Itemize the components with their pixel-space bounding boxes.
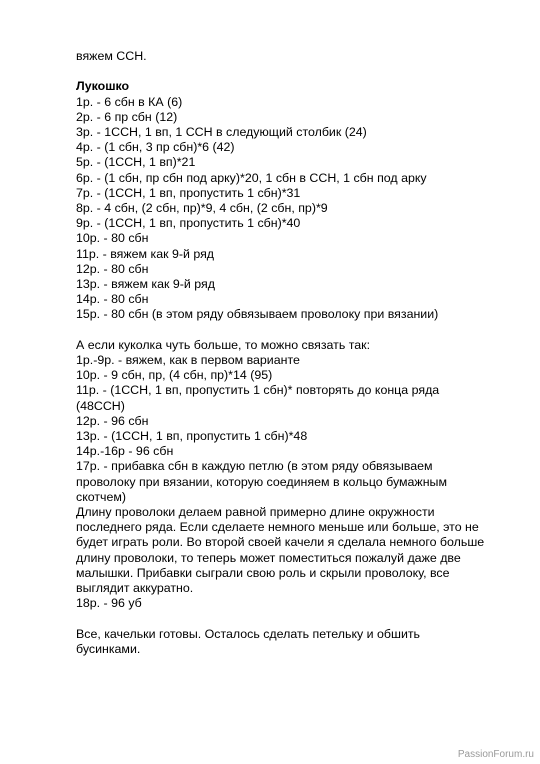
pattern-row: 14р.-16р - 96 сбн bbox=[76, 444, 174, 459]
intro-text: вяжем ССН. bbox=[76, 49, 147, 63]
pattern-row: 18р. - 96 уб bbox=[76, 596, 142, 611]
paragraph-line: малышки. Прибавки сыграли свою роль и скрыли проволоку, все bbox=[76, 565, 450, 580]
pattern-row: 10р. - 9 сбн, пр, (4 сбн, пр)*14 (95) bbox=[76, 368, 273, 383]
pattern-row: 7р. - (1ССН, 1 вп, пропустить 1 сбн)*31 bbox=[76, 185, 301, 200]
spacer bbox=[76, 64, 516, 79]
pattern-row: 1р. - 6 сбн в КА (6) bbox=[76, 94, 183, 109]
variant-intro: А если куколка чуть больше, то можно связать так: bbox=[76, 337, 371, 352]
paragraph-line: Длину проволоки делаем равной примерно длине окружности bbox=[76, 505, 435, 520]
outro-line: Все, качельки готовы. Осталось сделать петельку и обшить bbox=[76, 626, 420, 641]
pattern-row: 6р. - (1 сбн, пр сбн под арку)*20, 1 сбн в ССН, 1 сбн под арку bbox=[76, 170, 427, 185]
paragraph-line: последнего ряда. Если сделаете немного меньше или больше, это не bbox=[76, 520, 479, 535]
pattern-row: 12р. - 80 сбн bbox=[76, 261, 149, 276]
watermark: PassionForum.ru bbox=[457, 749, 534, 760]
pattern-row: 8р. - 4 сбн, (2 сбн, пр)*9, 4 сбн, (2 сбн, пр)*9 bbox=[76, 201, 328, 216]
pattern-row: 17р. - прибавка сбн в каждую петлю (в этом ряду обвязываем bbox=[76, 459, 433, 474]
pattern-row: 5р. - (1ССН, 1 вп)*21 bbox=[76, 155, 196, 170]
pattern-row: скотчем) bbox=[76, 489, 127, 504]
pattern-row: 13р. - вяжем как 9-й ряд bbox=[76, 277, 215, 292]
pattern-rows-first-variant bbox=[76, 95, 516, 323]
section-heading: Лукошко bbox=[76, 79, 130, 94]
pattern-row: 11р. - вяжем как 9-й ряд bbox=[76, 246, 215, 261]
pattern-row: 13р. - (1ССН, 1 вп, пропустить 1 сбн)*48 bbox=[76, 429, 308, 444]
pattern-rows-second-variant bbox=[76, 353, 516, 611]
paragraph-line: выглядит аккуратно. bbox=[76, 581, 194, 596]
paragraph-line: длину проволоки, то теперь может поместиться пожалуй даже две bbox=[76, 550, 461, 565]
pattern-row: 2р. - 6 пр сбн (12) bbox=[76, 109, 178, 124]
pattern-row: (48ССН) bbox=[76, 398, 125, 413]
pattern-row: 14р. - 80 сбн bbox=[76, 292, 149, 307]
pattern-row: 9р. - (1ССН, 1 вп, пропустить 1 сбн)*40 bbox=[76, 216, 301, 231]
pattern-row: 1р.-9р. - вяжем, как в первом варианте bbox=[76, 353, 300, 368]
pattern-row: 11р. - (1ССН, 1 вп, пропустить 1 сбн)* повторять до конца ряда bbox=[76, 383, 440, 398]
spacer bbox=[76, 611, 516, 626]
pattern-row: 12р. - 96 сбн bbox=[76, 413, 149, 428]
pattern-row: 15р. - 80 сбн (в этом ряду обвязываем проволоку при вязании) bbox=[76, 307, 439, 322]
pattern-row: проволоку при вязании, которую соединяем в кольцо бумажным bbox=[76, 474, 447, 489]
document-page bbox=[76, 49, 516, 657]
paragraph-line: будет играть роли. Во второй своей качели я сделала немного больше bbox=[76, 535, 485, 550]
pattern-row: 10р. - 80 сбн bbox=[76, 231, 149, 246]
pattern-row: 3р. - 1ССН, 1 вп, 1 ССН в следующий столбик (24) bbox=[76, 125, 367, 139]
pattern-row: 4р. - (1 сбн, 3 пр сбн)*6 (42) bbox=[76, 140, 235, 155]
spacer bbox=[76, 323, 516, 338]
outro-line: бусинками. bbox=[76, 641, 141, 656]
